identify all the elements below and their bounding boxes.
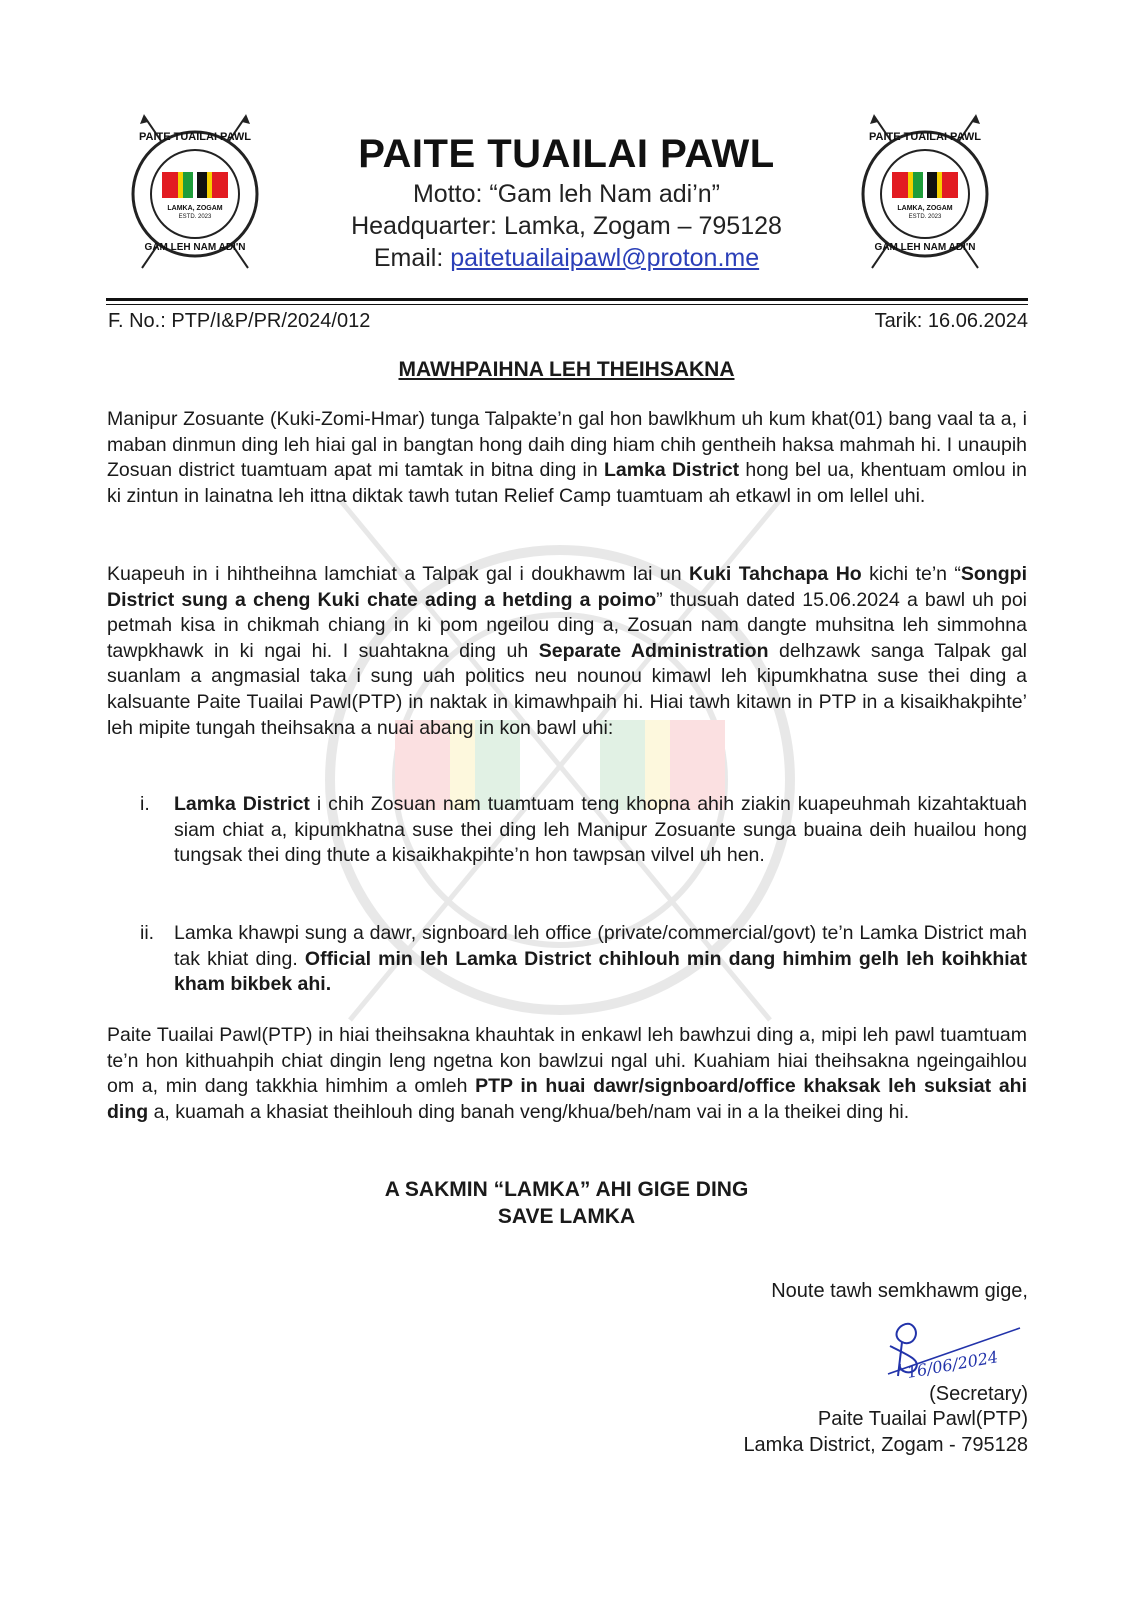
text: Lamka khawpi sung a dawr, signboard leh office (private/commercial/govt) te’n Lamka District mah tak khiat ding. [174,922,1027,970]
header-rule-thin [106,304,1028,305]
svg-text:ESTD. 2023: ESTD. 2023 [908,214,942,220]
bold-text: PTP in huai dawr/signboard/office khaksak leh suksiat ahi ding [107,1075,1027,1123]
closing-slogan-english: SAVE LAMKA [497,1205,636,1228]
text: delhzawk sanga Talpak gal suanlam a angmasial taka i sung uah politics neu nounou kimawl leh kipumkhatna suse thei ding a kalsuante Paite Tuailai Pawl(PTP) in naktak in kimawhpaih hi. Hiai tawh kitawn in PTP in a kisaikhakpihte’ leh mipite tungah theihsakna a nuai abang in kon bawl uhi: [107,639,1027,739]
svg-text:16/06/2024: 16/06/2024 [905,1347,1000,1382]
bold-text: Kuki Tahchapa Ho [689,563,862,585]
text: i chih Zosuan nam tuamtuam teng khopna ahih ziakin kuapeuhmah kizahtaktuah siam chiat a, kipumkhatna suse thei ding leh Manipur Zosuante sunga buaina deih huailou hong tungsak thei ding thute a kisaikhakpihte’n hon tawpsan vilvel uh hen. [174,793,1027,867]
email-label: Email: [373,244,451,272]
header-rule [106,298,1028,301]
signatory-place: Lamka District, Zogam - 795128 [743,1434,1028,1456]
date: Tarik: 16.06.2024 [874,310,1028,332]
handwritten-signature [880,1316,1030,1392]
bold-text: Lamka District [603,459,740,482]
org-name: PAITE TUAILAI PAWL [358,132,775,176]
bold-text: Lamka District [174,793,310,815]
svg-text:ESTD. 2023: ESTD. 2023 [178,214,212,220]
bold-text: Songpi District sung a cheng Kuki chate ading a hetding a poimo [107,563,1027,611]
closing-slogan: A SAKMIN “LAMKA” AHI GIGE DING [384,1178,749,1201]
headquarter: Headquarter: Lamka, Zogam – 795128 [351,212,782,240]
svg-text:PAITE TUAILAI PAWL: PAITE TUAILAI PAWL [138,131,252,143]
paragraph-1 [107,407,1027,509]
logo-right [856,112,994,274]
motto: Motto: “Gam leh Nam adi’n” [412,180,721,208]
bold-text: Official min leh Lamka District chihlouh min dang himhim gelh leh koihkhiat kham bikbek ahi. [174,947,1027,996]
svg-text:GAM LEH NAM ADI'N: GAM LEH NAM ADI'N [144,242,246,253]
svg-text:PAITE TUAILAI PAWL: PAITE TUAILAI PAWL [868,131,982,143]
text: Manipur Zosuante (Kuki-Zomi-Hmar) tunga Talpakte’n gal hon bawlkhum uh kum khat(01) bang vaal ta a, i maban dinmun ding leh hiai gal in bangtan hong daih ding hiam chih gentheih haksa mahmah hi. I unaupih Zosuan district tuamtuam apat mi tamtak in bitna ding in [107,408,1027,482]
svg-text:GAM LEH NAM ADI'N: GAM LEH NAM ADI'N [874,242,976,253]
text: Kuapeuh in i hihtheihna lamchiat a Talpak gal i doukhawm lai un [107,563,690,585]
email-link[interactable]: paitetuailaipawl@proton.me [450,244,760,272]
text: hong bel ua, khentuam omlou in ki zintun in lainatna leh ittna diktak tawh tutan Relief Camp tuamtuam ah etkawl in om lellel uhi. [107,459,1027,507]
list-text [174,921,1027,998]
greeting: Noute tawh semkhawm gige, [771,1280,1028,1302]
svg-text:LAMKA, ZOGAM: LAMKA, ZOGAM [167,205,223,212]
paragraph-2 [107,562,1027,741]
list-number: ii. [140,922,155,944]
email-line [300,244,833,273]
text: Paite Tuailai Pawl(PTP) in hiai theihsakna khauhtak in enkawl leh bawhzui ding a, mipi leh pawl tuamtuam te’n hon kithuahpih chiat dingin leng ngetna kon bawlzui ngal uhi. Kuahiam hiai theihsakna ngeingaihlou om a, min dang takkhia himhim a omleh [107,1024,1027,1098]
svg-text:LAMKA, ZOGAM: LAMKA, ZOGAM [897,205,953,212]
signatory-title: (Secretary) [929,1383,1028,1405]
text: ” thusuah dated 15.06.2024 a bawl uh poi petmah kisa in chikmah chiang in ki pom ngeilou ding a, Zosuan nam dangte muhsitna leh simmohna tawpkhawk in ki ngai hi. I suahtakna ding uh [107,588,1028,662]
list-text [174,792,1027,869]
text: a, kuamah a khasiat theihlouh ding banah veng/khua/beh/nam vai in a la theikei ding hi. [148,1100,910,1123]
file-number: F. No.: PTP/I&P/PR/2024/012 [108,310,371,332]
paragraph-3 [107,1023,1027,1125]
list-number: i. [140,793,150,815]
subject-title: MAWHPAIHNA LEH THEIHSAKNA [398,358,735,381]
logo-left [126,112,264,274]
text: kichi te’n “ [861,563,961,585]
signatory-org: Paite Tuailai Pawl(PTP) [817,1408,1028,1430]
bold-text: Separate Administration [538,639,769,662]
